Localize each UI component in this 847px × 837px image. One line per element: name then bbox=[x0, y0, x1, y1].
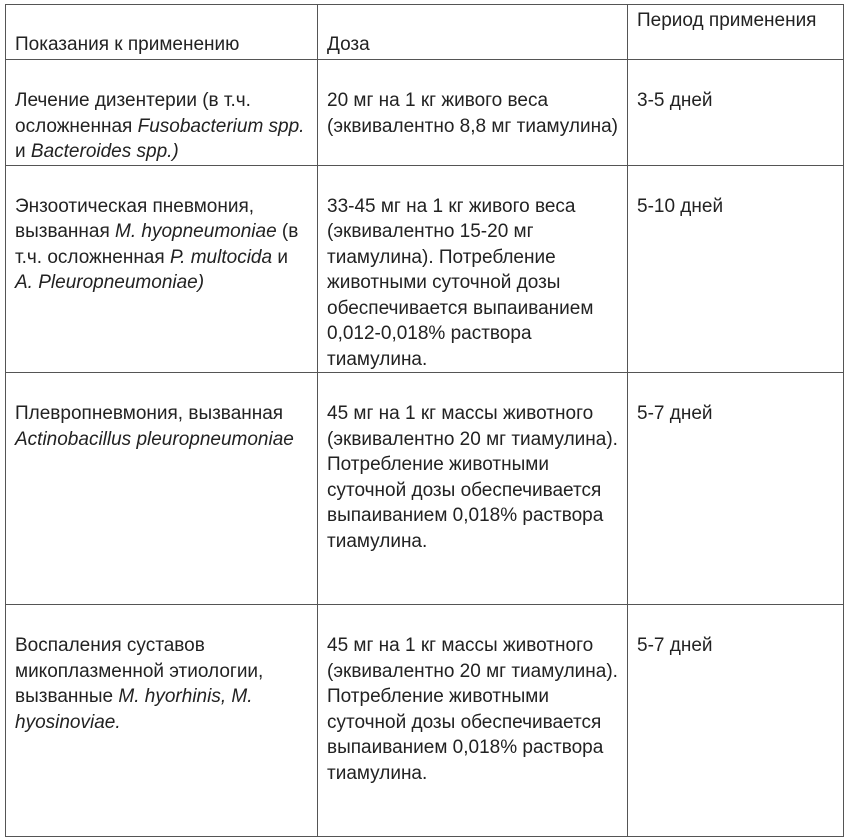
dosage-table bbox=[5, 4, 844, 837]
header-indication: Показания к применению bbox=[6, 5, 318, 60]
table-row bbox=[6, 605, 844, 837]
indication-italic: A. Pleuropneumoniae) bbox=[15, 272, 205, 293]
table-row bbox=[6, 60, 844, 166]
dose-cell: 33-45 мг на 1 кг живого веса (эквивалентно 15-20 мг тиамулина). Потребление животными суточной дозы обеспечивается выпаиванием 0,012-0,018% раствора тиамулина. bbox=[318, 165, 628, 373]
indication-text: и bbox=[15, 141, 31, 162]
indication-cell bbox=[6, 165, 318, 373]
dose-cell: 45 мг на 1 кг массы животного (эквивалентно 20 мг тиамулина). Потребление животными суточной дозы обеспечивается выпаиванием 0,018% раствора тиамулина. bbox=[318, 373, 628, 605]
dose-cell: 20 мг на 1 кг живого веса (эквивалентно 8,8 мг тиамулина) bbox=[318, 60, 628, 166]
period-cell: 5-7 дней bbox=[628, 605, 844, 837]
indication-text: Энзоотическая пневмония, вызванная bbox=[15, 195, 255, 242]
period-cell: 5-10 дней bbox=[628, 165, 844, 373]
indication-cell bbox=[6, 60, 318, 166]
indication-italic: Bacteroides spp.) bbox=[30, 141, 179, 162]
period-cell: 5-7 дней bbox=[628, 373, 844, 605]
indication-italic: M. hyopneumoniae bbox=[115, 221, 277, 242]
indication-text: Лечение дизентерии (в т.ч. осложненная bbox=[15, 90, 251, 137]
indication-italic: Fusobacterium spp. bbox=[137, 115, 305, 137]
indication-text: и bbox=[272, 246, 288, 268]
indication-text: (в т.ч. осложненная bbox=[15, 221, 299, 268]
table-row bbox=[6, 165, 844, 373]
table-row bbox=[6, 373, 844, 605]
indication-cell bbox=[6, 605, 318, 837]
indication-cell bbox=[6, 373, 318, 605]
indication-italic: M. hyorhinis, M. hyosinoviae. bbox=[15, 686, 253, 733]
indication-italic: P. multocida bbox=[169, 246, 273, 268]
header-period: Период применения bbox=[628, 5, 844, 60]
header-row bbox=[6, 5, 844, 60]
dose-cell: 45 мг на 1 кг массы животного (эквивалентно 20 мг тиамулина). Потребление животными суточной дозы обеспечивается выпаиванием 0,018% раствора тиамулина. bbox=[318, 605, 628, 837]
indication-italic: Actinobacillus pleuropneumoniae bbox=[15, 428, 294, 450]
indication-text: Воспаления суставов микоплазменной этиологии, вызванные bbox=[15, 635, 264, 707]
header-dose: Доза bbox=[318, 5, 628, 60]
indication-text: Плевропневмония, вызванная bbox=[15, 403, 284, 424]
period-cell: 3-5 дней bbox=[628, 60, 844, 166]
